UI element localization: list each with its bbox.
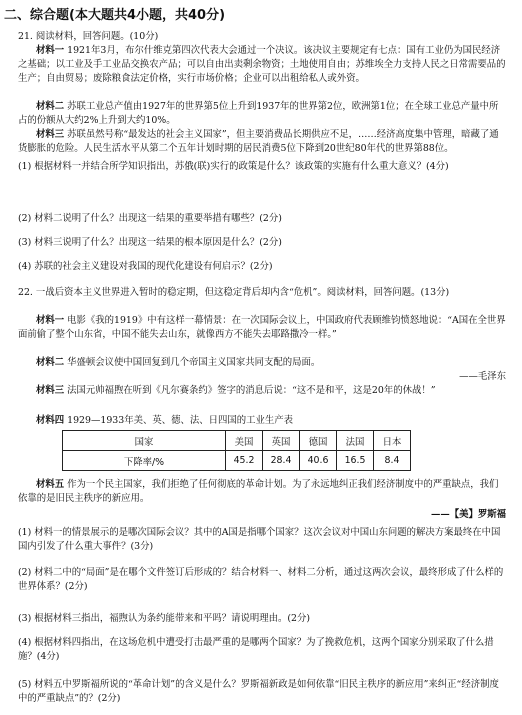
q21-m1-label: 材料一 <box>36 45 65 56</box>
q22-question-5: (5) 材料五中罗斯福所说的“革命计划”的含义是什么？罗斯福新政是如何依靠“旧民主秩序的新应用”来纠正“经济制度中的严重缺点”的？(2分) <box>18 679 499 705</box>
table-header-cell: 国家 <box>63 431 226 451</box>
q22-m2-text: 华盛顿会议使中国回复到几个帝国主义国家共同支配的局面。 <box>67 357 321 368</box>
q22-material-5 <box>18 478 506 506</box>
table-cell: 40.6 <box>300 451 337 471</box>
table-cell: 45.2 <box>226 451 263 471</box>
q22-m1-label: 材料一 <box>36 315 65 326</box>
q21-m2-label: 材料二 <box>36 101 65 112</box>
q22-material-3 <box>18 384 506 398</box>
q22-m1-text: 电影《我的1919》中有这样一幕情景：在一次国际会议上，中国政府代表顾维钧愤怒地说：“A国在全世界面前偷了整个山东省，中国不能失去山东，就像西方不能失去耶路撒冷一样。” <box>18 315 506 341</box>
q21-question-1: (1) 根据材料一并结合所学知识指出，苏俄(联)实行的政策是什么？该政策的实施有什么重大意义？(4分) <box>18 161 449 172</box>
q22-m4-label: 材料四 <box>36 415 65 426</box>
section-title: 二、综合题(本大题共4小题，共40分) <box>4 8 226 23</box>
q22-m2-source: ——毛泽东 <box>459 371 506 382</box>
table-row-label: 下降率/% <box>63 451 226 471</box>
table-row <box>63 451 411 471</box>
q21-m1-text: 1921年3月，布尔什维克第四次代表大会通过一个决议。该决议主要规定有七点：国有工业仍为国民经济之基础；以工业及手工业品交换农产品；可以自由出卖剩余物资；土地使用自由；苏维埃全力支持人民之日常需要品的生产；自由贸易；废除粮食法定价格，实行市场价格；企业可以出租给私人或外资。 <box>18 45 506 85</box>
q21-m2-text: 苏联工业总产值由1927年的世界第5位上升到1937年的世界第2位，欧洲第1位；在全球工业总产量中所占的份额从大约2%上升到大约10%。 <box>18 101 499 127</box>
q22-material-2 <box>18 356 506 370</box>
q22-m5-source: ——【美】罗斯福 <box>430 509 506 520</box>
q21-question-3: (3) 材料三说明了什么？出现这一结果的根本原因是什么？(2分) <box>18 237 282 248</box>
q22-question-3: (3) 根据材料三指出，福煦认为条约能带来和平吗？请说明理由。(2分) <box>18 613 311 624</box>
table-header-cell: 英国 <box>263 431 300 451</box>
q22-m3-label: 材料三 <box>36 385 65 396</box>
q22-question-1: (1) 材料一的情景展示的是哪次国际会议？其中的A国是指哪个国家？这次会议对中国山东问题的解决方案最终在中国国内引发了什么重大事件？(3分) <box>18 527 501 553</box>
table-header-cell: 美国 <box>226 431 263 451</box>
q22-material-1 <box>18 314 506 342</box>
q21-m3-text: 苏联虽然号称“最发达的社会主义国家”，但主要消费品长期供应不足，……经济高度集中管理，暗藏了通货膨胀的危险。人民生活水平从第二个五年计划时期的居民消费5位下降到20世纪80年代的世界第88位。 <box>18 129 499 155</box>
q22-m5-text: 作为一个民主国家，我们拒绝了任何彻底的革命计划。为了永远地纠正我们经济制度中的严重缺点，我们依靠的是旧民主秩序的新应用。 <box>18 479 499 505</box>
q21-material-2 <box>18 100 506 128</box>
table-header-cell: 法国 <box>337 431 374 451</box>
table-cell: 28.4 <box>263 451 300 471</box>
q22-question-4: (4) 根据材料四指出，在这场危机中遭受打击最严重的是哪两个国家？为了挽救危机，这两个国家分别采取了什么措施？(4分) <box>18 637 494 663</box>
q22-question-2: (2) 材料二中的“局面”是在哪个文件签订后形成的？结合材料一、材料二分析，通过这两次会议，最终形成了什么样的世界体系？(2分) <box>18 567 504 593</box>
q21-m3-label: 材料三 <box>36 129 65 140</box>
q21-material-3 <box>18 128 506 156</box>
q22-header: 22. 一战后资本主义世界进入暂时的稳定期，但这稳定背后却内含“危机”。阅读材料，回答问题。(13分) <box>18 287 450 298</box>
q21-question-2: (2) 材料二说明了什么？出现这一结果的重要举措有哪些？(2分) <box>18 213 282 224</box>
q21-question-4: (4) 苏联的社会主义建设对我国的现代化建设有何启示？(2分) <box>18 261 273 272</box>
q22-m2-label: 材料二 <box>36 357 65 368</box>
q22-m5-label: 材料五 <box>36 479 65 490</box>
table-header-cell: 德国 <box>300 431 337 451</box>
q22-m3-text: 法国元帅福煦在听到《凡尔赛条约》签字的消息后说：“这不是和平，这是20年的休战！” <box>67 385 436 396</box>
q21-material-1 <box>18 44 506 87</box>
q22-material-4 <box>18 414 506 428</box>
q22-m4-title: 1929—1933年美、英、德、法、日四国的工业生产表 <box>67 415 293 426</box>
table-header-row <box>63 431 411 451</box>
table-cell: 16.5 <box>337 451 374 471</box>
industrial-decline-table <box>62 430 411 471</box>
table-cell: 8.4 <box>374 451 411 471</box>
q21-header: 21. 阅读材料，回答问题。(10分) <box>18 31 159 42</box>
table-header-cell: 日本 <box>374 431 411 451</box>
